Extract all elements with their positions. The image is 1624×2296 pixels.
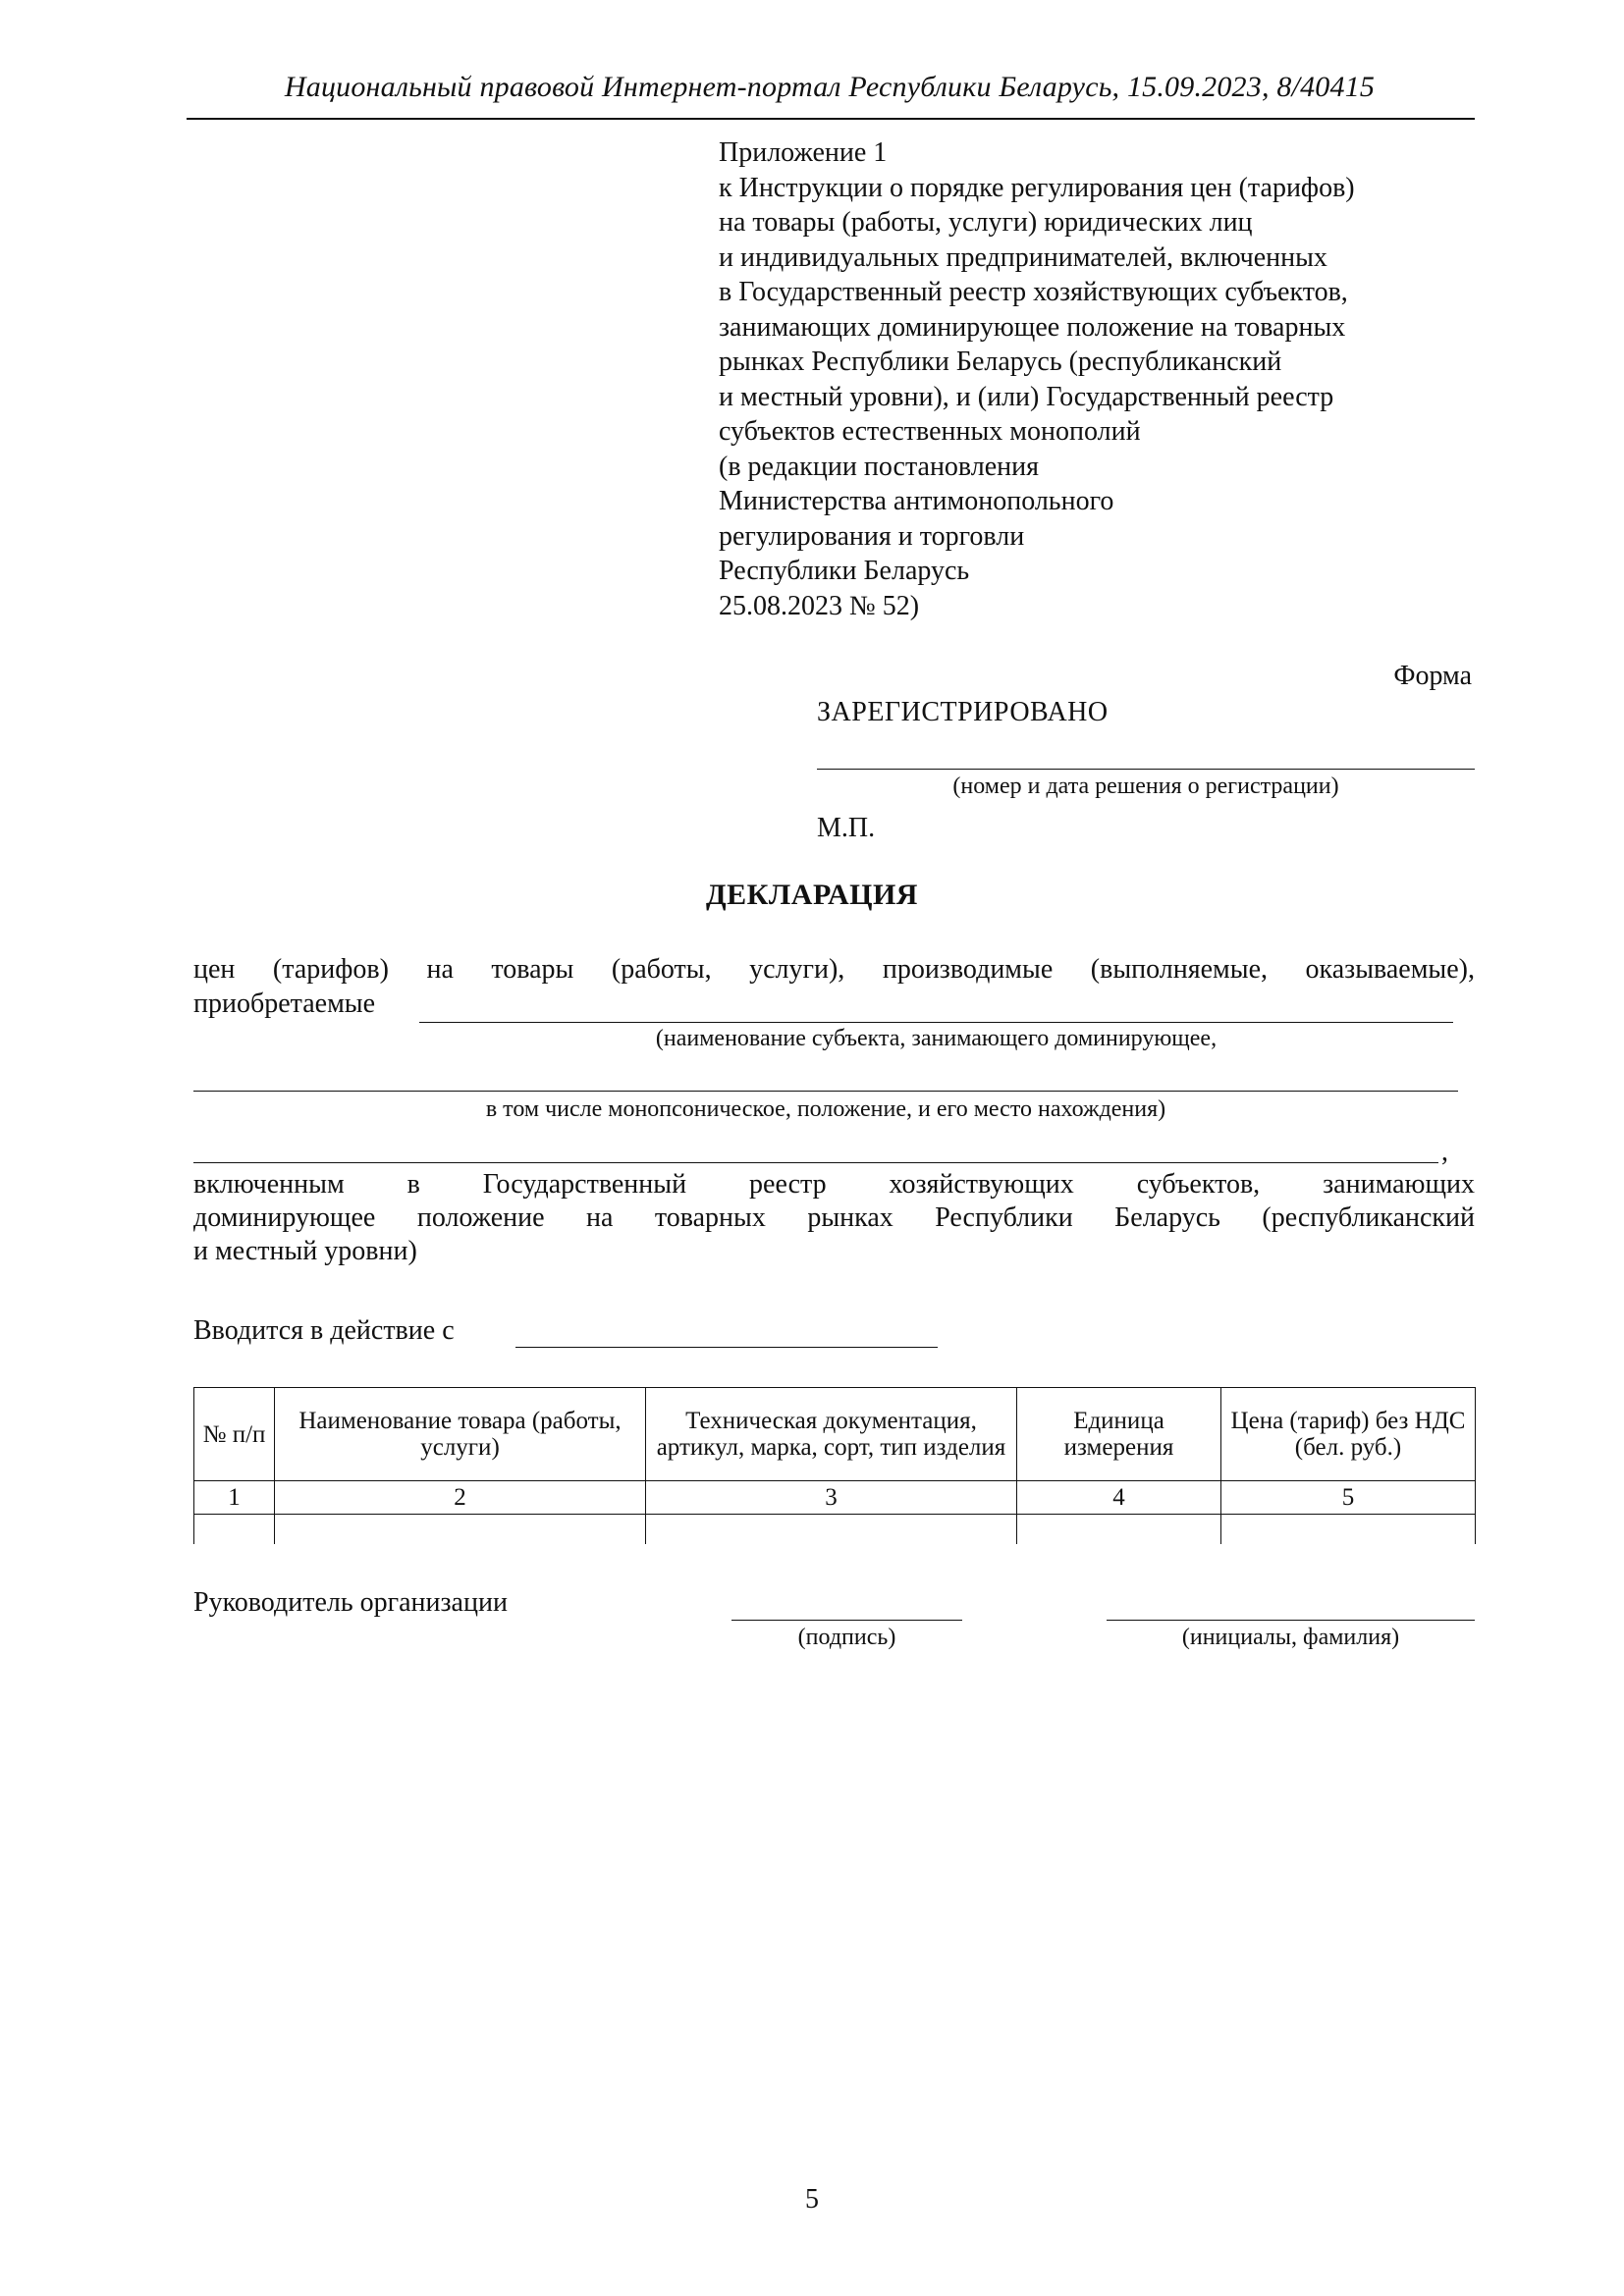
column-number: 5 xyxy=(1221,1481,1476,1515)
paragraph-line: доминирующее положение на товарных рынках Республики Беларусь (республиканский xyxy=(193,1202,1475,1233)
entity-name-line-2[interactable] xyxy=(193,1091,1458,1092)
appendix-line: занимающих доминирующее положение на товарных xyxy=(719,311,1346,343)
column-header-price: Цена (тариф) без НДС (бел. руб.) xyxy=(1221,1388,1476,1481)
appendix-line: субъектов естественных монополий xyxy=(719,416,1141,447)
entity-caption-1: (наименование субъекта, занимающего доминирующее, xyxy=(655,1026,1218,1051)
appendix-line: в Государственный реестр хозяйствующих субъектов, xyxy=(719,277,1348,307)
table-cell[interactable] xyxy=(1017,1515,1221,1545)
entity-name-line-3[interactable] xyxy=(193,1162,1438,1163)
column-header-unit: Единица измерения xyxy=(1017,1388,1221,1481)
entity-name-line[interactable] xyxy=(419,1022,1453,1023)
portal-header: Национальный правовой Интернет-портал Республики Беларусь, 15.09.2023, 8/40415 xyxy=(284,71,1376,103)
intro-line: цен (тарифов) на товары (работы, услуги), производимые (выполняемые, оказываемые), xyxy=(193,954,1475,985)
paragraph-line: и местный уровни) xyxy=(193,1236,417,1266)
appendix-line: регулирования и торговли xyxy=(719,520,1025,552)
appendix-line: на товары (работы, услуги) юридических лиц xyxy=(719,207,1253,238)
effective-date-line[interactable] xyxy=(515,1347,938,1348)
appendix-line: Республики Беларусь xyxy=(719,556,970,586)
head-of-organization-label: Руководитель организации xyxy=(193,1587,508,1618)
column-number: 1 xyxy=(194,1481,275,1515)
appendix-block xyxy=(719,135,1355,623)
page-number: 5 xyxy=(805,2184,819,2215)
acquired-label: приобретаемые xyxy=(193,988,376,1019)
appendix-line: и местный уровни), и (или) Государственный реестр xyxy=(719,381,1334,412)
appendix-line: Приложение 1 xyxy=(719,137,888,168)
column-header-name: Наименование товара (работы, услуги) xyxy=(275,1388,646,1481)
appendix-line: к Инструкции о порядке регулирования цен (тарифов) xyxy=(719,172,1355,203)
registered-label: ЗАРЕГИСТРИРОВАНО xyxy=(817,697,1109,727)
header-rule xyxy=(187,118,1475,120)
form-label: Форма xyxy=(1393,661,1472,691)
column-number: 2 xyxy=(275,1481,646,1515)
signature-line[interactable] xyxy=(731,1620,962,1621)
column-number: 4 xyxy=(1017,1481,1221,1515)
table-row xyxy=(194,1515,1476,1545)
registry-paragraph xyxy=(193,1168,1475,1268)
column-header-number: № п/п xyxy=(194,1388,275,1481)
appendix-line: 25.08.2023 № 52) xyxy=(719,590,920,621)
stamp-label: М.П. xyxy=(817,813,876,843)
table-cell[interactable] xyxy=(275,1515,646,1545)
name-caption: (инициалы, фамилия) xyxy=(1181,1625,1400,1650)
table-row xyxy=(194,1481,1476,1515)
comma: , xyxy=(1441,1137,1448,1167)
table-cell[interactable] xyxy=(194,1515,275,1545)
registration-caption: (номер и дата решения о регистрации) xyxy=(952,774,1339,799)
column-number: 3 xyxy=(646,1481,1017,1515)
table-header-row xyxy=(194,1388,1476,1481)
effective-date-label: Вводится в действие с xyxy=(193,1315,455,1346)
table-cell[interactable] xyxy=(646,1515,1017,1545)
document-title: ДЕКЛАРАЦИЯ xyxy=(706,879,918,911)
registration-number-line[interactable] xyxy=(817,769,1475,770)
entity-caption-2: в том числе монопсоническое, положение, и его место нахождения) xyxy=(485,1096,1166,1122)
appendix-line: Министерства антимонопольного xyxy=(719,486,1114,516)
price-table xyxy=(193,1387,1476,1544)
name-line[interactable] xyxy=(1107,1620,1475,1621)
appendix-line: рынках Республики Беларусь (республиканский xyxy=(719,347,1282,377)
appendix-line: и индивидуальных предпринимателей, включенных xyxy=(719,241,1327,273)
column-header-tech-doc: Техническая документация, артикул, марка, сорт, тип изделия xyxy=(646,1388,1017,1481)
appendix-line: (в редакции постановления xyxy=(719,451,1040,482)
signature-caption: (подпись) xyxy=(797,1625,896,1650)
table-cell[interactable] xyxy=(1221,1515,1476,1545)
paragraph-line: включенным в Государственный реестр хозяйствующих субъектов, занимающих xyxy=(193,1169,1475,1200)
